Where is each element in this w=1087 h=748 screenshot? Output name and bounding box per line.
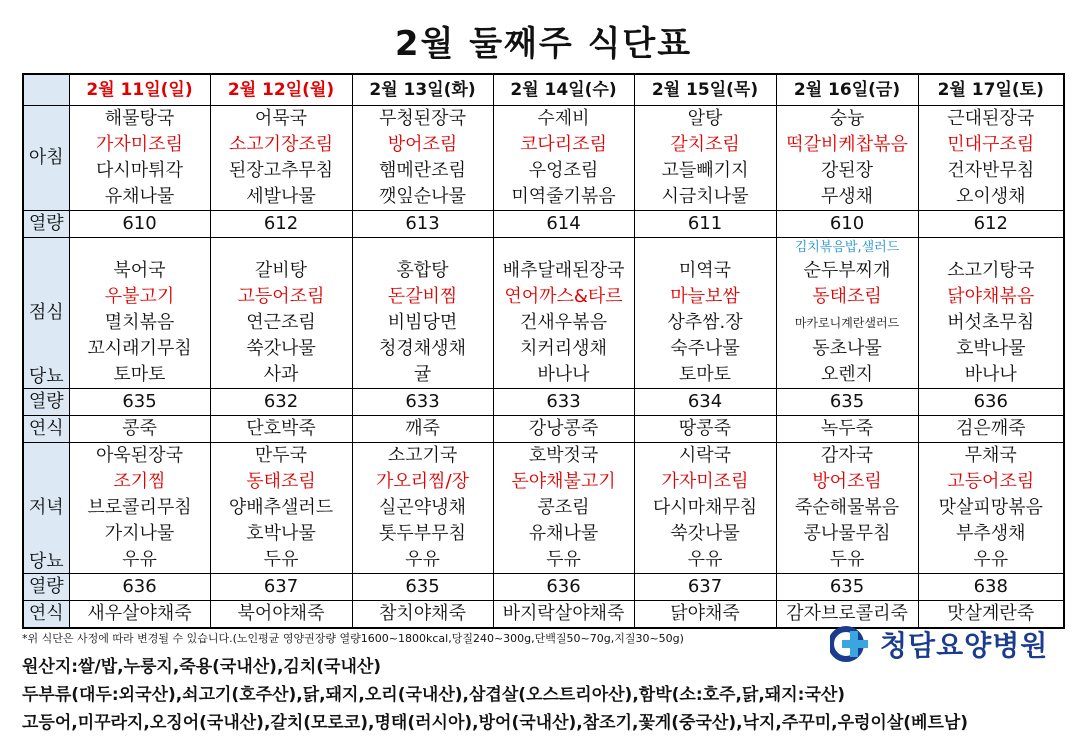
calories-label: 열량 bbox=[23, 389, 69, 416]
menu-item: 숙주나물 bbox=[670, 338, 740, 359]
menu-item: 사과 bbox=[263, 364, 299, 385]
menu-item: 강된장 bbox=[820, 160, 874, 181]
breakfast-cell bbox=[210, 106, 352, 211]
day-header: 2월 15일(목) bbox=[634, 74, 776, 106]
snack-cell: 감자브로콜리죽 bbox=[776, 601, 918, 629]
calorie-cell: 633 bbox=[493, 389, 634, 416]
menu-item: 고등어조림 bbox=[947, 471, 1035, 492]
menu-item: 갈비탕 bbox=[254, 260, 308, 281]
menu-item: 톳두부무침 bbox=[379, 523, 466, 544]
menu-item: 가지나물 bbox=[104, 523, 175, 544]
menu-item: 돈갈비찜 bbox=[387, 286, 458, 307]
menu-item: 순두부찌개 bbox=[803, 260, 891, 281]
menu-item: 귤 bbox=[413, 364, 432, 385]
menu-item: 두유 bbox=[829, 549, 865, 570]
menu-item: 호박나물 bbox=[246, 523, 316, 544]
calorie-cell: 635 bbox=[776, 389, 918, 416]
menu-item: 쑥갓나물 bbox=[246, 338, 316, 359]
snack-cell: 참치야채죽 bbox=[352, 601, 493, 629]
snack-cell: 콩죽 bbox=[69, 416, 210, 443]
menu-item: 토마토 bbox=[113, 364, 166, 385]
dinner-cell bbox=[352, 443, 493, 574]
snack-cell: 단호박죽 bbox=[210, 416, 352, 443]
menu-item: 동태조림 bbox=[812, 286, 882, 307]
menu-item: 연어까스&타르 bbox=[504, 286, 623, 307]
menu-item: 바나나 bbox=[537, 364, 590, 385]
menu-item: 다시마채무침 bbox=[652, 497, 758, 518]
menu-item: 어묵국 bbox=[254, 108, 308, 129]
menu-item: 고들빼기지 bbox=[661, 160, 749, 181]
menu-item: 가자미조림 bbox=[96, 134, 183, 155]
breakfast-cell bbox=[352, 106, 493, 211]
menu-item: 마늘보쌈 bbox=[670, 286, 740, 307]
menu-item: 치커리생채 bbox=[520, 338, 607, 359]
dinner-cell bbox=[493, 443, 634, 574]
menu-item: 오이생채 bbox=[955, 186, 1026, 207]
calorie-cell: 635 bbox=[352, 574, 493, 601]
menu-item: 상추쌈.장 bbox=[667, 312, 743, 333]
menu-item: 다시마튀각 bbox=[96, 160, 183, 181]
menu-item: 죽순해물볶음 bbox=[794, 497, 900, 518]
menu-item: 만두국 bbox=[254, 445, 308, 466]
breakfast-cell bbox=[918, 106, 1064, 211]
menu-item: 건자반무침 bbox=[947, 160, 1035, 181]
menu-item: 두유 bbox=[546, 549, 581, 570]
menu-item: 방어조림 bbox=[387, 134, 458, 155]
lunch-snack-row bbox=[23, 416, 1064, 443]
calorie-cell: 632 bbox=[210, 389, 352, 416]
menu-item: 수제비 bbox=[537, 108, 590, 129]
menu-item: 유채나물 bbox=[528, 523, 599, 544]
menu-item: 미역국 bbox=[678, 260, 732, 281]
menu-item: 호박젓국 bbox=[528, 445, 599, 466]
day-header: 2월 16일(금) bbox=[776, 74, 918, 106]
menu-item: 코다리조림 bbox=[520, 134, 607, 155]
menu-item: 토마토 bbox=[678, 364, 732, 385]
snack-label: 연식 bbox=[23, 416, 69, 443]
menu-item: 바나나 bbox=[964, 364, 1017, 385]
snack-cell: 검은깨죽 bbox=[918, 416, 1064, 443]
lunch-diabetic-label: 당뇨 bbox=[28, 366, 64, 387]
menu-item: 양배추샐러드 bbox=[228, 497, 334, 518]
lunch-row bbox=[23, 238, 1064, 389]
origin-line: 원산지:쌀/밥,누룽지,죽용(국내산),김치(국내산) bbox=[22, 657, 382, 677]
calorie-cell: 638 bbox=[918, 574, 1064, 601]
snack-cell: 땅콩죽 bbox=[634, 416, 776, 443]
menu-item: 무채국 bbox=[964, 445, 1017, 466]
menu-item: 해물탕국 bbox=[104, 108, 175, 129]
menu-item: 숭늉 bbox=[829, 108, 865, 129]
menu-item: 북어국 bbox=[113, 260, 166, 281]
menu-item: 돈야채불고기 bbox=[511, 471, 616, 492]
origin-line: 두부류(대두:외국산),쇠고기(호주산),닭,돼지,오리(국내산),삼겹살(오스트리아산),함박(소:호주,닭,돼지:국산) bbox=[22, 685, 846, 705]
lunch-cell bbox=[776, 238, 918, 389]
dinner-cell bbox=[69, 443, 210, 574]
menu-item: 콩조림 bbox=[537, 497, 590, 518]
dinner-cell bbox=[918, 443, 1064, 574]
dinner-diabetic-label: 당뇨 bbox=[28, 551, 64, 572]
menu-item: 실곤약냉채 bbox=[379, 497, 466, 518]
menu-item: 건새우볶음 bbox=[520, 312, 607, 333]
calorie-cell: 636 bbox=[69, 574, 210, 601]
snack-cell: 닭야채죽 bbox=[634, 601, 776, 629]
weekly-menu-table bbox=[22, 73, 1065, 629]
lunch-cell bbox=[634, 238, 776, 389]
menu-item: 조기찜 bbox=[113, 471, 166, 492]
lunch-calories-row bbox=[23, 389, 1064, 416]
breakfast-cell bbox=[69, 106, 210, 211]
menu-item: 오렌지 bbox=[820, 364, 874, 385]
snack-cell: 깨죽 bbox=[352, 416, 493, 443]
menu-item: 맛살피망볶음 bbox=[938, 497, 1043, 518]
menu-item: 가오리찜/장 bbox=[375, 471, 469, 492]
menu-item: 무생채 bbox=[820, 186, 874, 207]
menu-item: 우유 bbox=[405, 549, 440, 570]
menu-item: 소고기장조림 bbox=[228, 134, 334, 155]
page-title: 2월 둘째주 식단표 bbox=[394, 24, 693, 64]
menu-item: 된장고추무침 bbox=[228, 160, 334, 181]
calories-label: 열량 bbox=[23, 574, 69, 601]
menu-item: 우유 bbox=[973, 549, 1009, 570]
menu-item: 청경채생채 bbox=[379, 338, 466, 359]
menu-item: 버섯초무침 bbox=[947, 312, 1035, 333]
lunch-label-text: 점심 bbox=[28, 302, 64, 323]
menu-item: 근대된장국 bbox=[947, 108, 1035, 129]
menu-item: 미역줄기볶음 bbox=[511, 186, 616, 207]
snack-cell: 새우살야채죽 bbox=[69, 601, 210, 629]
snack-cell: 강낭콩죽 bbox=[493, 416, 634, 443]
menu-item: 브로콜리무침 bbox=[87, 497, 192, 518]
menu-item: 갈치조림 bbox=[670, 134, 740, 155]
lunch-cell bbox=[493, 238, 634, 389]
calorie-cell: 614 bbox=[493, 211, 634, 238]
day-header: 2월 14일(수) bbox=[493, 74, 634, 106]
lunch-cell bbox=[69, 238, 210, 389]
menu-item: 콩나물무침 bbox=[803, 523, 891, 544]
snack-cell: 녹두죽 bbox=[776, 416, 918, 443]
calorie-cell: 612 bbox=[210, 211, 352, 238]
breakfast-row bbox=[23, 106, 1064, 211]
menu-item: 꼬시래기무침 bbox=[87, 338, 192, 359]
breakfast-cell bbox=[776, 106, 918, 211]
menu-item: 홍합탕 bbox=[396, 260, 449, 281]
calories-label: 열량 bbox=[23, 211, 69, 238]
snack-cell: 바지락살야채죽 bbox=[493, 601, 634, 629]
snack-label: 연식 bbox=[23, 601, 69, 629]
menu-item: 아욱된장국 bbox=[96, 445, 183, 466]
menu-item: 우유 bbox=[122, 549, 157, 570]
nutrition-footnote: *위 식단은 사정에 따라 변경될 수 있습니다.(노인평균 영양권장량 열량1600~1800kcal,당질240~300g,단백질50~70g,지질30~50g) bbox=[22, 632, 684, 645]
header-row bbox=[23, 74, 1064, 106]
menu-item: 우유 bbox=[687, 549, 723, 570]
calorie-cell: 635 bbox=[69, 389, 210, 416]
breakfast-cell bbox=[634, 106, 776, 211]
cross-logo-icon bbox=[830, 625, 874, 663]
day-header: 2월 13일(화) bbox=[352, 74, 493, 106]
menu-item: 우불고기 bbox=[104, 286, 175, 307]
menu-item: 깻잎순나물 bbox=[379, 186, 466, 207]
lunch-cell bbox=[918, 238, 1064, 389]
dinner-cell bbox=[634, 443, 776, 574]
origin-line: 고등어,미꾸라지,오징어(국내산),갈치(모로코),명태(러시아),방어(국내산),참조기,꽃게(중국산),낙지,주꾸미,우렁이살(베트남) bbox=[22, 713, 969, 733]
menu-item: 우엉조림 bbox=[528, 160, 599, 181]
menu-item: 두유 bbox=[263, 549, 299, 570]
menu-item: 소고기탕국 bbox=[947, 260, 1035, 281]
calorie-cell: 636 bbox=[918, 389, 1064, 416]
calorie-cell: 610 bbox=[69, 211, 210, 238]
menu-item: 부추생채 bbox=[955, 523, 1026, 544]
calorie-cell: 633 bbox=[352, 389, 493, 416]
breakfast-calories-row bbox=[23, 211, 1064, 238]
lunch-cell bbox=[352, 238, 493, 389]
menu-item: 유채나물 bbox=[104, 186, 175, 207]
menu-item: 배추달래된장국 bbox=[502, 260, 625, 281]
calorie-cell: 637 bbox=[210, 574, 352, 601]
snack-cell: 북어야채죽 bbox=[210, 601, 352, 629]
lunch-cell bbox=[210, 238, 352, 389]
dinner-cell bbox=[776, 443, 918, 574]
calorie-cell: 637 bbox=[634, 574, 776, 601]
menu-item: 동태조림 bbox=[246, 471, 316, 492]
menu-item: 햄메란조림 bbox=[379, 160, 466, 181]
menu-item: 세발나물 bbox=[246, 186, 316, 207]
menu-item: 민대구조림 bbox=[947, 134, 1035, 155]
day-header: 2월 11일(일) bbox=[69, 74, 210, 106]
calorie-cell: 612 bbox=[918, 211, 1064, 238]
hospital-logo bbox=[830, 624, 1048, 664]
dinner-label bbox=[23, 443, 69, 574]
menu-item: 가자미조림 bbox=[661, 471, 749, 492]
snack-cell: 맛살계란죽 bbox=[918, 601, 1064, 629]
menu-item: 고등어조림 bbox=[237, 286, 325, 307]
menu-item: 쑥갓나물 bbox=[670, 523, 740, 544]
menu-item: 멸치볶음 bbox=[104, 312, 175, 333]
corner-cell bbox=[23, 74, 69, 106]
calorie-cell: 610 bbox=[776, 211, 918, 238]
day-header: 2월 17일(토) bbox=[918, 74, 1064, 106]
menu-item: 비빔당면 bbox=[387, 312, 458, 333]
menu-item: 소고기국 bbox=[387, 445, 458, 466]
menu-item: 무청된장국 bbox=[379, 108, 466, 129]
menu-item: 시금치나물 bbox=[661, 186, 749, 207]
menu-item: 닭야채볶음 bbox=[947, 286, 1035, 307]
dinner-row bbox=[23, 443, 1064, 574]
menu-note: 김치볶음밥,샐러드 bbox=[794, 240, 900, 255]
menu-item: 시락국 bbox=[678, 445, 732, 466]
dinner-cell bbox=[210, 443, 352, 574]
menu-item: 방어조림 bbox=[812, 471, 882, 492]
menu-item: 감자국 bbox=[820, 445, 874, 466]
menu-item: 알탕 bbox=[687, 108, 723, 129]
breakfast-label: 아침 bbox=[23, 106, 69, 211]
calorie-cell: 613 bbox=[352, 211, 493, 238]
dinner-label-text: 저녁 bbox=[28, 497, 64, 518]
dinner-calories-row bbox=[23, 574, 1064, 601]
day-header: 2월 12일(월) bbox=[210, 74, 352, 106]
menu-item: 동초나물 bbox=[812, 338, 882, 359]
breakfast-cell bbox=[493, 106, 634, 211]
menu-item: 연근조림 bbox=[246, 312, 316, 333]
calorie-cell: 634 bbox=[634, 389, 776, 416]
lunch-label bbox=[23, 238, 69, 389]
menu-item: 마카로니계란샐러드 bbox=[794, 316, 900, 330]
menu-item: 호박나물 bbox=[955, 338, 1026, 359]
calorie-cell: 611 bbox=[634, 211, 776, 238]
hospital-name: 청담요양병원 bbox=[880, 629, 1049, 662]
menu-item: 떡갈비케찹볶음 bbox=[786, 134, 908, 155]
calorie-cell: 636 bbox=[493, 574, 634, 601]
calorie-cell: 635 bbox=[776, 574, 918, 601]
